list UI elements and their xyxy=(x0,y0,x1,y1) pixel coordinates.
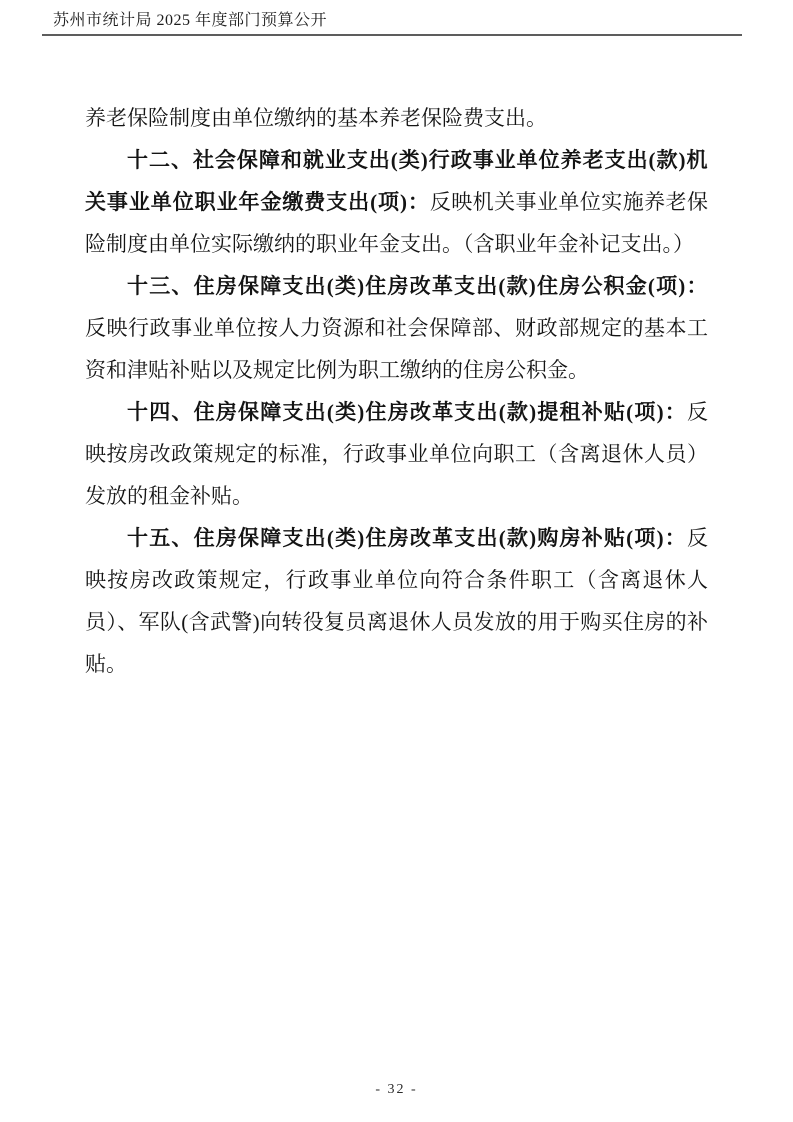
paragraph-clause-14 xyxy=(85,391,708,517)
clause-text: 反映行政事业单位按人力资源和社会保障部、财政部规定的基本工资和津贴补贴以及规定比例为职工缴纳的住房公积金。 xyxy=(85,316,708,382)
page-number: - 32 - xyxy=(375,1082,418,1097)
clause-text: 反映按房改政策规定的标准，行政事业单位向职工（含离退休人员）发放的租金补贴。 xyxy=(85,400,708,508)
page-header xyxy=(42,12,742,36)
paragraph-continuation xyxy=(85,97,708,139)
paragraph-clause-15 xyxy=(85,517,708,685)
page-footer xyxy=(0,1080,793,1098)
clause-heading: 十五、住房保障支出(类)住房改革支出(款)购房补贴(项)： xyxy=(127,526,687,550)
header-title: 苏州市统计局 2025 年度部门预算公开 xyxy=(53,12,328,29)
document-body xyxy=(85,97,708,685)
clause-text: 反映按房改政策规定，行政事业单位向符合条件职工（含离退休人员）、军队(含武警)向转役复员离退休人员发放的用于购买住房的补贴。 xyxy=(85,526,708,676)
paragraph-clause-13 xyxy=(85,265,708,391)
paragraph-clause-12 xyxy=(85,139,708,265)
clause-heading: 十三、住房保障支出(类)住房改革支出(款)住房公积金(项)： xyxy=(127,274,708,298)
clause-heading: 十四、住房保障支出(类)住房改革支出(款)提租补贴(项)： xyxy=(127,400,687,424)
clause-text: 反映机关事业单位实施养老保险制度由单位实际缴纳的职业年金支出。（含职业年金补记支出。） xyxy=(85,190,708,256)
clause-text: 养老保险制度由单位缴纳的基本养老保险费支出。 xyxy=(85,106,547,130)
clause-heading: 十二、社会保障和就业支出(类)行政事业单位养老支出(款)机关事业单位职业年金缴费支出(项)： xyxy=(85,148,708,214)
